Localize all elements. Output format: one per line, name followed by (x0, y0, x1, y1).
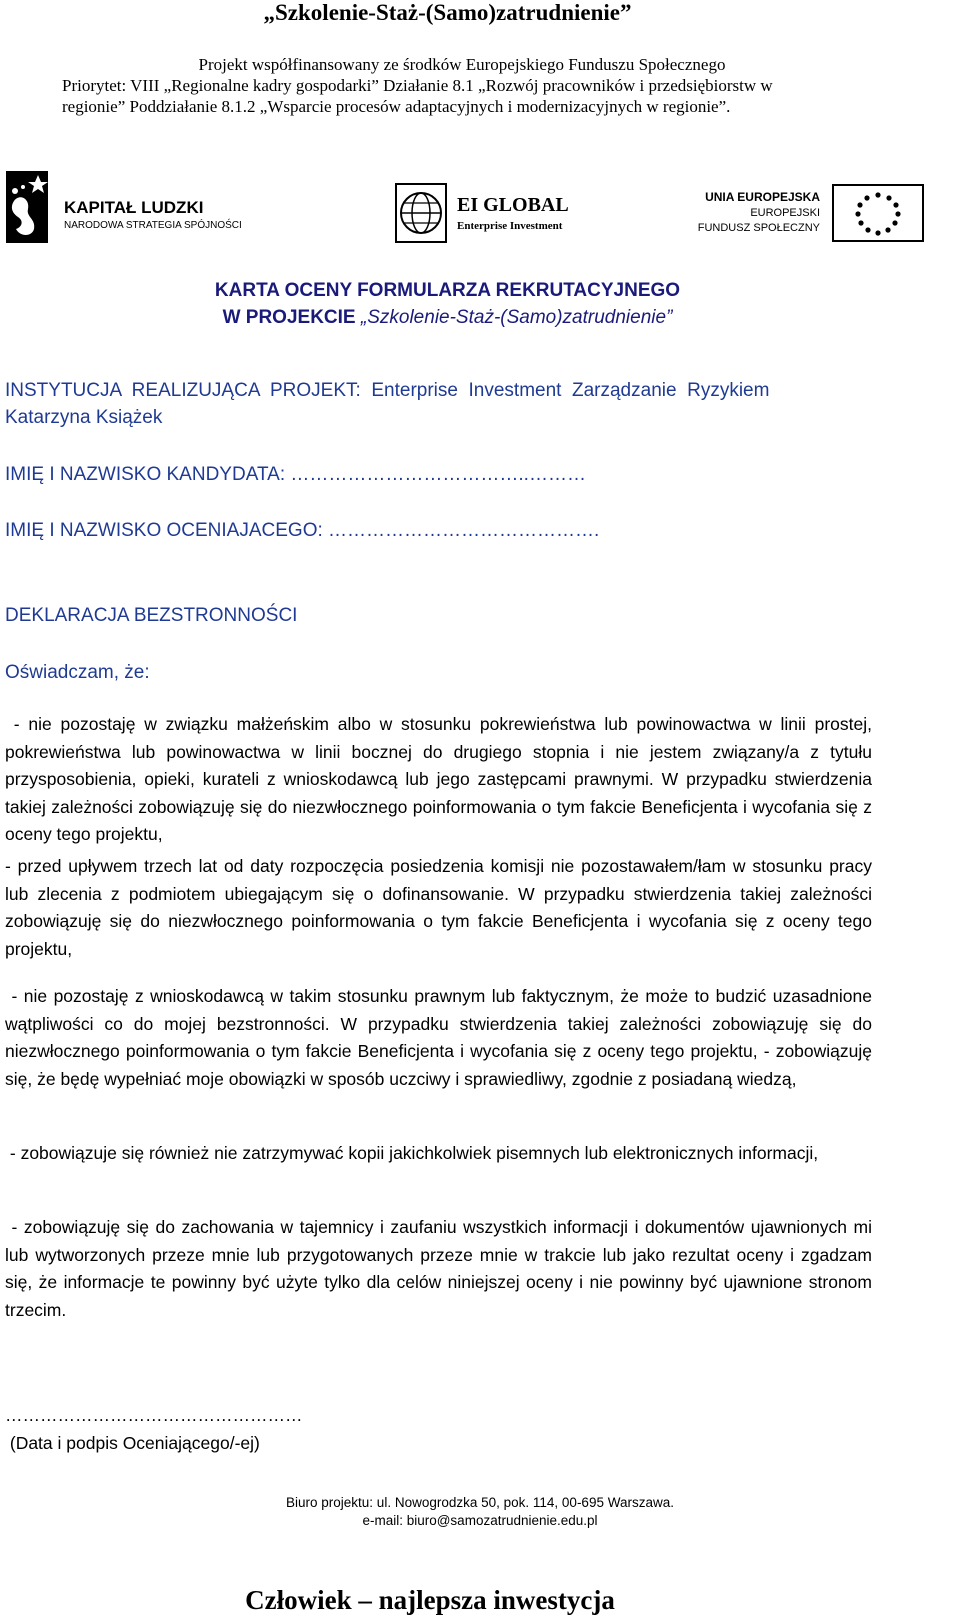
office-email: e-mail: biuro@samozatrudnienie.edu.pl (362, 1513, 598, 1528)
logos-row (0, 165, 960, 250)
declaration-intro: Oświadczam, że: (5, 662, 150, 683)
declaration-point-4 (5, 1140, 872, 1168)
declaration-point-3 (5, 983, 877, 1093)
document-title (0, 277, 895, 331)
institution-line2: Katarzyna Książek (5, 407, 163, 428)
ei-global-logo (395, 183, 585, 245)
evaluator-name-field: IMIĘ I NAZWISKO OCENIAJACEGO: ……………………………………. (5, 520, 600, 541)
eu-fund-line2: FUNDUSZ SPOŁECZNY (697, 222, 820, 234)
project-cofinancing-line: Projekt współfinansowany ze środków Europejskiego Funduszu Społecznego (198, 55, 726, 74)
eu-fund-line1: EUROPEJSKI (750, 207, 820, 219)
declaration-point-5-text: - zobowiązuję się do zachowania w tajemnicy i zaufaniu wszystkich informacji i dokumentów ujawnionych mi lub wytworzonych przeze mnie lub przygotowanych przeze mnie w trakcie lub jako rezultat oceny i zgadzam się, że informacje te powinny być użyte tylko dla celów niniejszej oceny i nie powinny być ujawnione stronom trzecim. (5, 1217, 877, 1320)
project-office (0, 1494, 960, 1530)
declaration-point-3-text: - nie pozostaję z wnioskodawcą w takim stosunku prawnym lub faktycznym, że może to budzić uzasadnione wątpliwości co do mojej bezstronności. W przypadku stwierdzenia takiej zależności zobowiązuję się do niezwłocznego poinformowania o tym fakcie Beneficjenta i wycofania się z oceny tego projektu, - zobowiązuję się, że będę wypełniać moje obowiązki w sposób uczciwy i sprawiedliwy, zgodnie z posiadaną wiedzą, (5, 986, 877, 1089)
institution-line1: INSTYTUCJA REALIZUJĄCA PROJEKT: Enterprise Investment Zarządzanie Ryzykiem (5, 380, 770, 401)
kapital-ludzki-emblem-icon (6, 171, 242, 243)
project-priority-line: Priorytet: VIII „Regionalne kadry gospodarki” Działanie 8.1 „Rozwój pracowników i przedsiębiorstw w (62, 76, 773, 95)
slogan: Człowiek – najlepsza inwestycja (245, 1585, 615, 1615)
eu-flag-icon (697, 183, 960, 245)
ei-global-name: EI GLOBAL (457, 194, 569, 216)
declaration-point-1-text: - nie pozostaję w związku małżeńskim albo w stosunku pokrewieństwa lub powinowactwa w linii prostej, pokrewieństwa lub powinowactwa w linii bocznej do drugiego stopnia i nie jestem związany/a z tytułu przysposobienia, opieki, kurateli z wnioskodawcą lub jego zastępcami prawnymi. W przypadku stwierdzenia takiej zależności zobowiązuję się do niezwłocznego poinformowania o tym fakcie Beneficjenta i wycofania się z oceny tego projektu, (5, 714, 877, 844)
declaration-heading: DEKLARACJA BEZSTRONNOŚCI (5, 605, 298, 626)
declaration-point-5 (5, 1214, 877, 1324)
ei-global-globe-icon (395, 183, 585, 245)
document-title-line2 (0, 304, 895, 331)
unia-europejska-logo (697, 183, 960, 245)
eu-name: UNIA EUROPEJSKA (705, 190, 820, 204)
office-address: Biuro projektu: ul. Nowogrodzka 50, pok. 114, 00-695 Warszawa. (286, 1495, 674, 1510)
signature-line: …………………………………………… (5, 1405, 303, 1425)
declaration-point-2 (5, 853, 872, 963)
kapital-ludzki-logo (6, 171, 242, 243)
document-title-prefix: W PROJEKCIE (222, 307, 361, 328)
candidate-name-field: IMIĘ I NAZWISKO KANDYDATA: ………………………………..……… (5, 464, 586, 485)
kapital-ludzki-subtitle: NARODOWA STRATEGIA SPÓJNOŚCI (64, 220, 242, 231)
institution-field (5, 377, 890, 431)
project-info (62, 54, 882, 117)
signature-label: (Data i podpis Oceniającego/-ej) (5, 1433, 260, 1453)
declaration-point-4-text: - zobowiązuje się również nie zatrzymywać kopii jakichkolwiek pisemnych lub elektronicznych informacji, (5, 1143, 819, 1163)
declaration-point-1 (5, 711, 877, 849)
kapital-ludzki-name: KAPITAŁ LUDZKI (64, 198, 204, 217)
declaration-point-2-text: - przed upływem trzech lat od daty rozpoczęcia posiedzenia komisji nie pozostawałem/łam w stosunku pracy lub zlecenia z podmiotem ubiegającym się o dofinansowanie. W przypadku stwierdzenia takiej zależności zobowiązuję się do niezwłocznego poinformowania o tym fakcie Beneficjenta i wycofania się z oceny tego projektu, (5, 856, 872, 959)
document-title-project: „Szkolenie-Staż-(Samo)zatrudnienie” (360, 307, 673, 328)
ei-global-subtitle: Enterprise Investment (457, 220, 563, 232)
document-title-line1: KARTA OCENY FORMULARZA REKRUTACYJNEGO (214, 280, 681, 301)
project-title: „Szkolenie-Staż-(Samo)zatrudnienie” (263, 0, 632, 25)
project-subaction-line: regionie” Poddziałanie 8.1.2 „Wsparcie procesów adaptacyjnych i modernizacyjnych w regionie”. (62, 97, 731, 116)
